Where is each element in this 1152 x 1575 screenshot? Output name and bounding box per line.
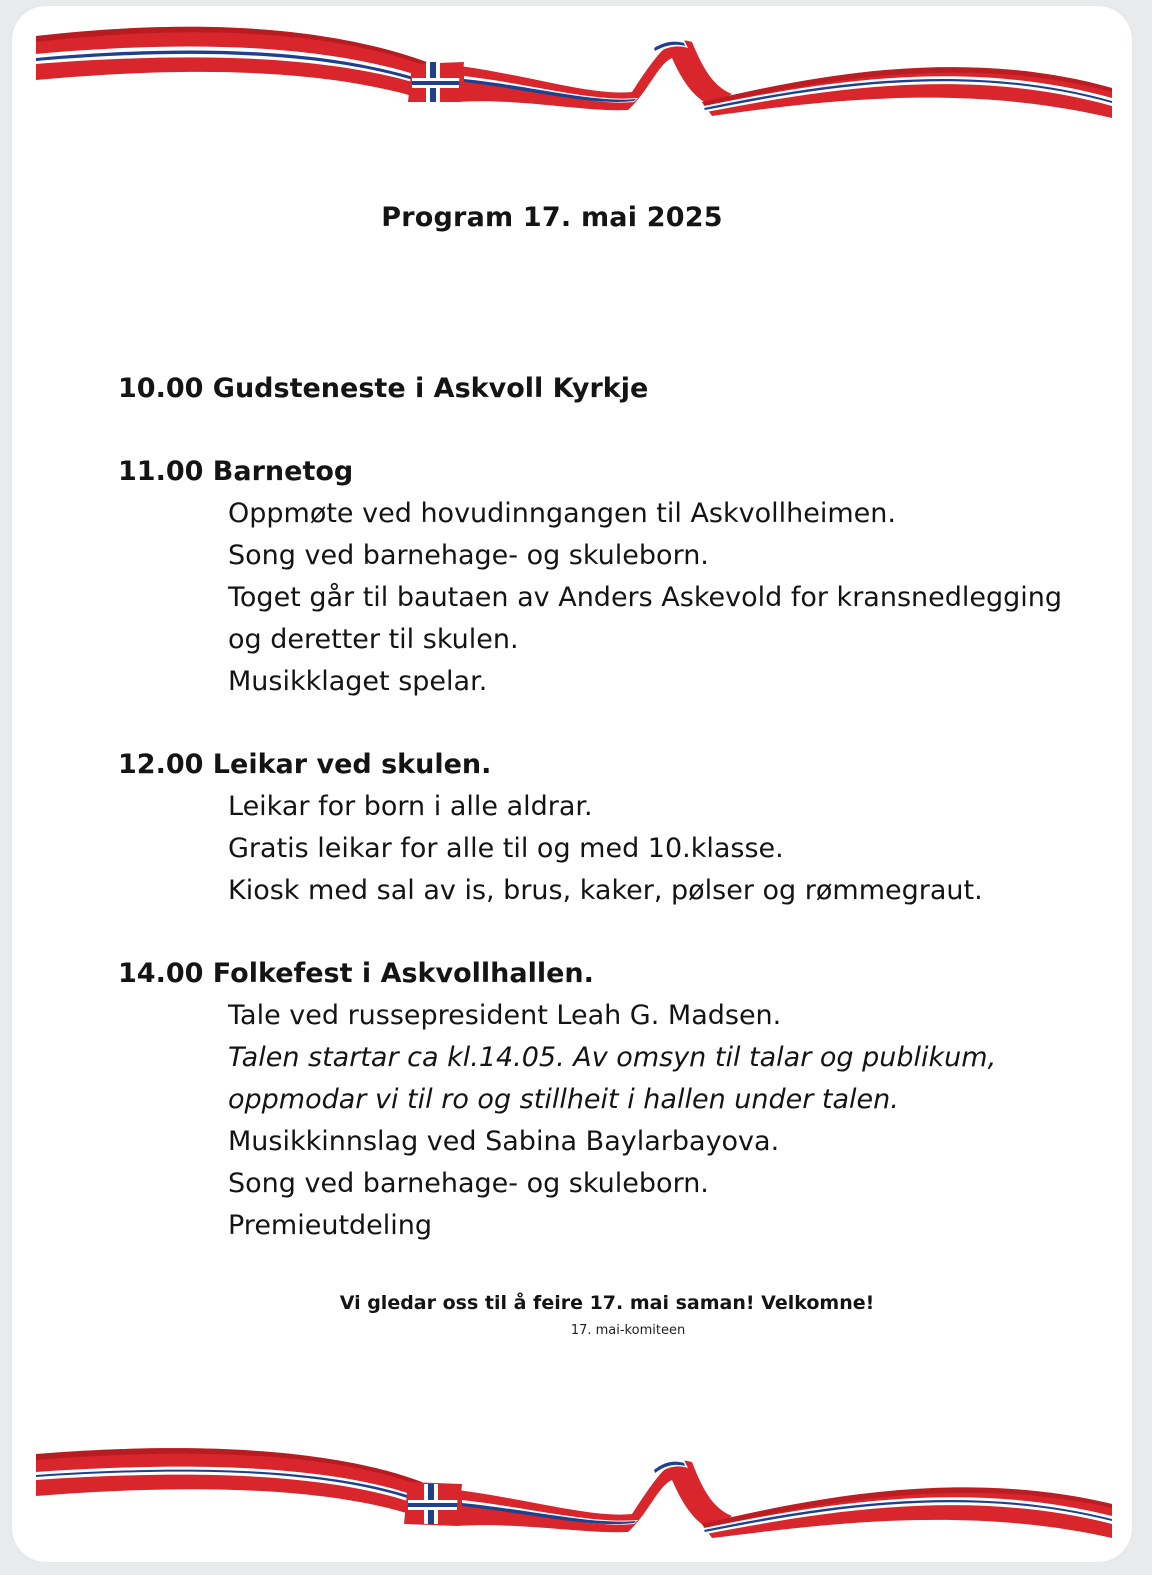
ribbon-twist-left [404, 1482, 462, 1526]
event-details [228, 493, 1098, 703]
event-details [228, 995, 1098, 1247]
event-detail-line: Song ved barnehage- og skuleborn. [228, 1168, 709, 1199]
event-detail-line: Premieutdeling [228, 1210, 433, 1241]
event-detail-line: Leikar for born i alle aldrar. [228, 791, 593, 822]
event-detail-line: og deretter til skulen. [228, 624, 519, 655]
event-detail-line: Musikklaget spelar. [228, 666, 488, 697]
ribbon-middle [456, 1458, 732, 1532]
event-heading: 10.00 Gudsteneste i Askvoll Kyrkje [118, 373, 649, 404]
event-detail-line: Gratis leikar for alle til og med 10.klasse. [228, 833, 784, 864]
event-detail-note: Talen startar ca kl.14.05. Av omsyn til talar og publikum, [228, 1042, 997, 1073]
ribbon-right-band [702, 1487, 1112, 1538]
event-detail-line: Toget går til bautaen av Anders Askevold for kransnedlegging [228, 582, 1063, 613]
page-title: Program 17. mai 2025 [381, 202, 723, 233]
ribbon-left-band [36, 1448, 422, 1518]
event-heading: 11.00 Barnetog [118, 456, 354, 487]
signature: 17. mai-komiteen [570, 1323, 686, 1338]
ribbon-twist-left [408, 62, 464, 102]
event-detail-line: Kiosk med sal av is, brus, kaker, pølser og rømmegraut. [228, 875, 983, 906]
program-event [118, 953, 1098, 1247]
event-detail-note: oppmodar vi til ro og stillheit i hallen under talen. [228, 1084, 899, 1115]
program-event [118, 368, 1098, 410]
norwegian-flag-ribbon-top [12, 6, 1132, 126]
event-detail-line: Tale ved russepresident Leah G. Madsen. [228, 1000, 782, 1031]
program-event [118, 744, 1098, 912]
event-heading: 12.00 Leikar ved skulen. [118, 749, 492, 780]
event-detail-line: Oppmøte ved hovudinngangen til Askvollheimen. [228, 498, 896, 529]
closing-message: Vi gledar oss til å feire 17. mai saman! Velkomne! [339, 1292, 875, 1314]
ribbon-middle [458, 38, 732, 110]
program-event [118, 451, 1098, 703]
program-list [118, 368, 1098, 1247]
norwegian-flag-ribbon-bottom [12, 1434, 1132, 1552]
event-detail-line: Musikkinnslag ved Sabina Baylarbayova. [228, 1126, 780, 1157]
ribbon-left-band [36, 27, 432, 102]
event-detail-line: Song ved barnehage- og skuleborn. [228, 540, 709, 571]
ribbon-right-band [702, 67, 1112, 118]
event-heading: 14.00 Folkefest i Askvollhallen. [118, 958, 594, 989]
event-details [228, 786, 1098, 912]
program-poster [12, 6, 1132, 1562]
